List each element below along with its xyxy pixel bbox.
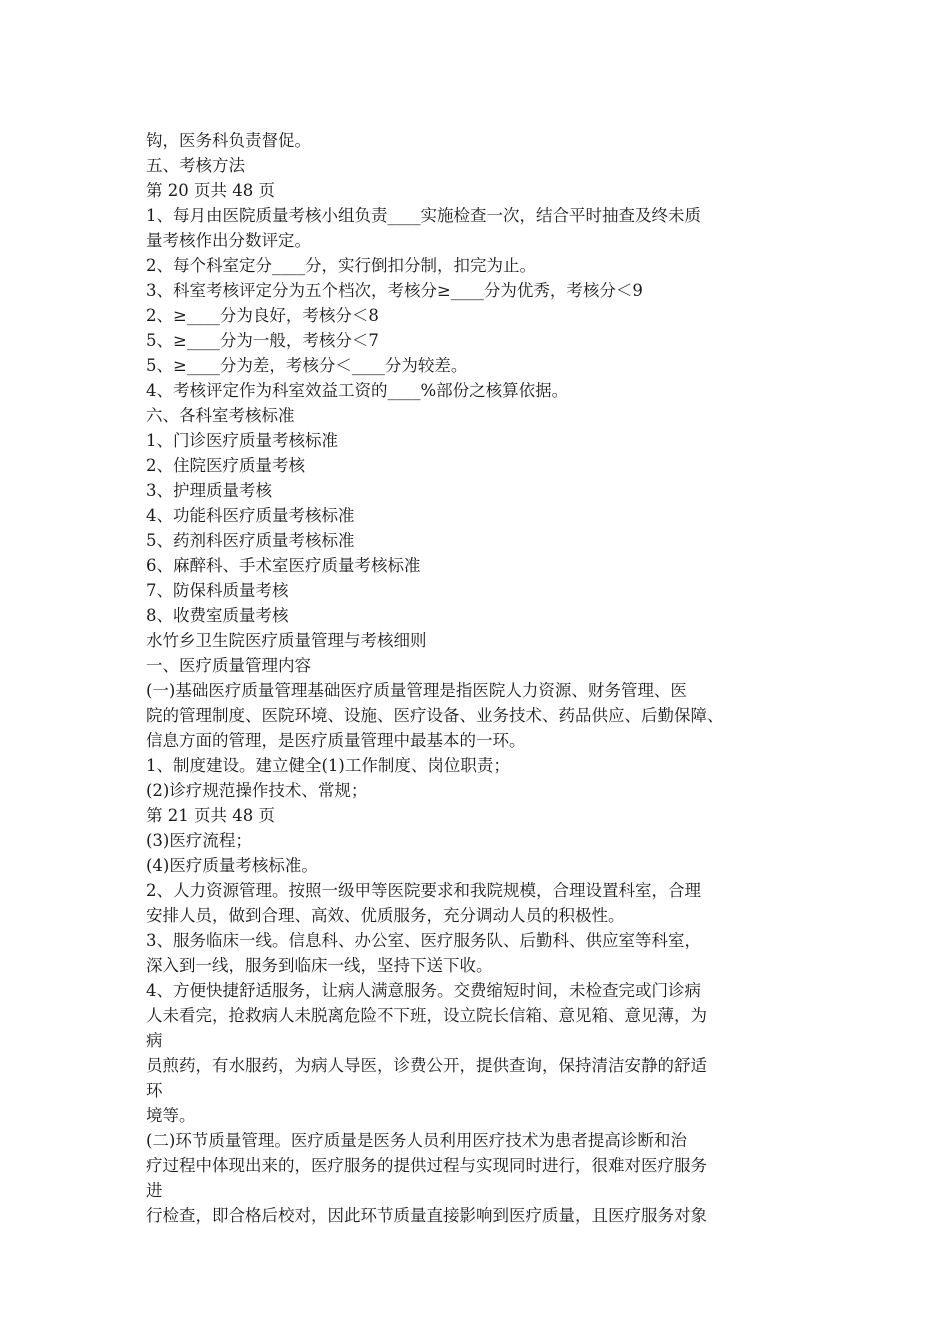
text-line: 2、每个科室定分____分，实行倒扣分制，扣完为止。 [146, 256, 536, 275]
text-line: 安排人员，做到合理、高效、优质服务，充分调动人员的积极性。 [146, 906, 625, 925]
text-line: (4)医疗质量考核标准。 [146, 856, 318, 875]
list-item: 2、住院医疗质量考核 [146, 456, 305, 475]
document-title: 水竹乡卫生院医疗质量管理与考核细则 [146, 631, 427, 650]
text-line: (二)环节质量管理。医疗质量是医务人员利用医疗技术为患者提高诊断和治 [146, 1131, 687, 1150]
text-line: 2、人力资源管理。按照一级甲等医院要求和我院规模，合理设置科室，合理 [146, 881, 701, 900]
page-number: 第 21 页共 48 页 [146, 806, 275, 825]
text-line: 4、考核评定作为科室效益工资的____%部份之核算依据。 [146, 381, 569, 400]
text-line: 疗过程中体现出来的，医疗服务的提供过程与实现同时进行，很难对医疗服务 [146, 1156, 707, 1175]
list-item: 7、防保科质量考核 [146, 581, 289, 600]
text-line: 4、方便快捷舒适服务，让病人满意服务。交费缩短时间，未检查完或门诊病 [146, 981, 701, 1000]
text-line: 病 [146, 1031, 163, 1050]
text-line: 进 [146, 1181, 163, 1200]
list-item: 5、药剂科医疗质量考核标准 [146, 531, 355, 550]
list-item: 4、功能科医疗质量考核标准 [146, 506, 355, 525]
text-line: (2)诊疗规范操作技术、常规； [146, 781, 368, 800]
list-item: 6、麻醉科、手术室医疗质量考核标准 [146, 556, 421, 575]
text-line: 量考核作出分数评定。 [146, 231, 311, 250]
text-line: 2、≥____分为良好，考核分＜8 [146, 306, 379, 325]
text-line: (一)基础医疗质量管理基础医疗质量管理是指医院人力资源、财务管理、医 [146, 681, 687, 700]
list-item: 3、护理质量考核 [146, 481, 272, 500]
text-line: 行检查，即合格后校对，因此环节质量直接影响到医疗质量，且医疗服务对象 [146, 1206, 707, 1225]
text-line: (3)医疗流程； [146, 831, 252, 850]
text-line: 钩，医务科负责督促。 [146, 131, 311, 150]
text-line: 3、科室考核评定分为五个档次，考核分≥____分为优秀，考核分＜9 [146, 281, 643, 300]
text-line: 5、≥____分为一般，考核分＜7 [146, 331, 379, 350]
list-item: 8、收费室质量考核 [146, 606, 289, 625]
text-line: 院的管理制度、医院环境、设施、医疗设备、业务技术、药品供应、后勤保障、 [146, 706, 724, 725]
text-line: 5、≥____分为差，考核分＜____分为较差。 [146, 356, 468, 375]
text-line: 3、服务临床一线。信息科、办公室、医疗服务队、后勤科、供应室等科室， [146, 931, 701, 950]
page-number: 第 20 页共 48 页 [146, 181, 275, 200]
text-line: 环 [146, 1081, 163, 1100]
section-heading: 五、考核方法 [146, 156, 245, 175]
section-heading: 六、各科室考核标准 [146, 406, 295, 425]
document-page [146, 128, 826, 1228]
text-line: 人未看完，抢救病人未脱离危险不下班，设立院长信箱、意见箱、意见薄，为 [146, 1006, 707, 1025]
text-line: 1、制度建设。建立健全(1)工作制度、岗位职责； [146, 756, 510, 775]
section-heading: 一、医疗质量管理内容 [146, 656, 311, 675]
list-item: 1、门诊医疗质量考核标准 [146, 431, 338, 450]
text-line: 1、每月由医院质量考核小组负责____实施检查一次，结合平时抽查及终未质 [146, 206, 701, 225]
text-line: 深入到一线，服务到临床一线，坚持下送下收。 [146, 956, 493, 975]
text-line: 境等。 [146, 1106, 196, 1125]
text-line: 信息方面的管理，是医疗质量管理中最基本的一环。 [146, 731, 526, 750]
text-line: 员煎药，有水服药，为病人导医，诊费公开，提供查询，保持清洁安静的舒适 [146, 1056, 707, 1075]
